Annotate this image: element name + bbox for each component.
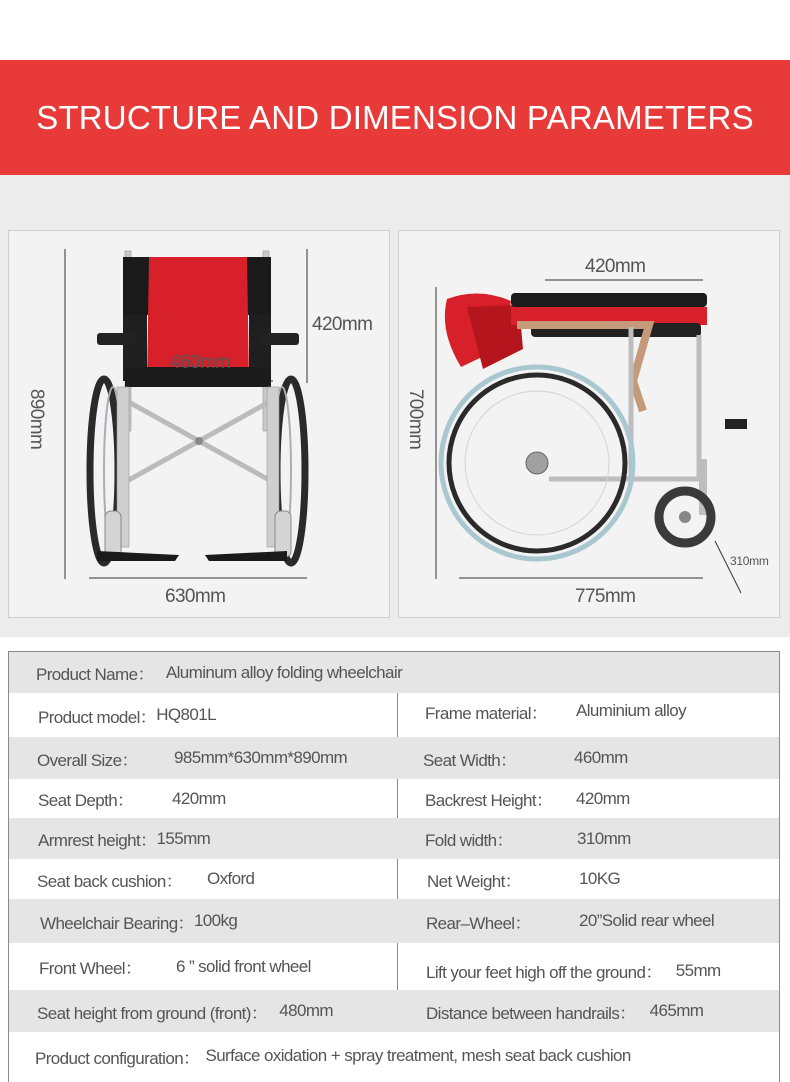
product-configuration-value: Surface oxidation + spray treatment, mesh seat back cushion (205, 1046, 631, 1065)
seat-back-cushion-label: Seat back cushion： (37, 871, 183, 891)
table-row (9, 899, 779, 943)
seat-height-label: Seat height from ground (front)： (37, 1003, 268, 1023)
handrail-distance-value: 465mm (649, 1001, 704, 1020)
side-height-label: 700mm (405, 388, 427, 450)
front-width-label: 630mm (165, 586, 226, 607)
overall-size-label: Overall Size： (37, 750, 138, 770)
fold-width-spec-label: Fold width： (425, 831, 513, 850)
table-row (9, 859, 779, 899)
table-row (9, 990, 779, 1032)
header-banner (0, 60, 790, 175)
table-row (9, 737, 779, 779)
seat-height-value: 480mm (279, 1001, 333, 1020)
table-row (9, 1032, 779, 1080)
net-weight-label: Net Weight： (427, 871, 522, 891)
wheelchair-bearing-value: 100kg (193, 911, 238, 930)
page-title: STRUCTURE AND DIMENSION PARAMETERS (36, 98, 754, 136)
product-model-label: Product model： (38, 707, 157, 727)
table-row (9, 818, 779, 859)
seat-width-spec-value: 460mm (574, 748, 628, 767)
side-length-label: 775mm (575, 586, 636, 607)
lift-feet-label: Lift your feet high off the ground： (426, 963, 662, 982)
armrest-height-label: Armrest height： (38, 831, 157, 850)
side-view-wheelchair-image (399, 231, 780, 618)
front-view-wheelchair-image (9, 231, 390, 618)
specifications-table (8, 651, 780, 1082)
rear-wheel-value: 20”Solid rear wheel (579, 911, 715, 930)
front-view-panel (8, 230, 390, 618)
folded-depth-label: 420mm (585, 256, 646, 277)
seat-width-spec-label: Seat Width： (423, 750, 517, 770)
side-view-panel (398, 230, 780, 618)
product-name-value: Aluminum alloy folding wheelchair (165, 662, 403, 682)
table-row (9, 943, 779, 990)
rear-wheel-label: Rear–Wheel： (426, 913, 531, 933)
overall-size-value: 985mm*630mm*890mm (174, 748, 348, 767)
front-height-label: 890mm (26, 388, 48, 450)
armrest-height-value: 155mm (156, 828, 211, 848)
dimension-diagram-area (0, 175, 790, 637)
seat-depth-value: 420mm (172, 788, 226, 808)
net-weight-value: 10KG (579, 869, 621, 888)
frame-material-value: Aluminium alloy (576, 701, 687, 720)
backrest-height-spec-label: Backrest Height： (425, 791, 553, 810)
product-name-label: Product Name： (36, 665, 154, 684)
front-wheel-value: 6 ” solid front wheel (176, 956, 311, 976)
fold-width-label: 310mm (730, 554, 769, 568)
table-row (9, 652, 779, 693)
seat-width-label: 460mm (170, 352, 231, 373)
product-model-value: HQ801L (156, 705, 216, 724)
handrail-distance-label: Distance between handrails： (426, 1003, 636, 1023)
table-row (9, 779, 779, 818)
fold-width-spec-value: 310mm (577, 828, 631, 848)
backrest-height-label: 420mm (312, 314, 373, 335)
seat-depth-label: Seat Depth： (38, 791, 134, 810)
lift-feet-value: 55mm (675, 960, 721, 980)
wheelchair-bearing-label: Wheelchair Bearing： (40, 913, 194, 933)
backrest-height-spec-value: 420mm (576, 788, 630, 808)
product-configuration-label: Product configuration： (35, 1048, 200, 1068)
seat-back-cushion-value: Oxford (207, 869, 255, 888)
front-wheel-label: Front Wheel： (39, 959, 142, 978)
table-row (9, 693, 779, 737)
frame-material-label: Frame material： (425, 703, 548, 723)
